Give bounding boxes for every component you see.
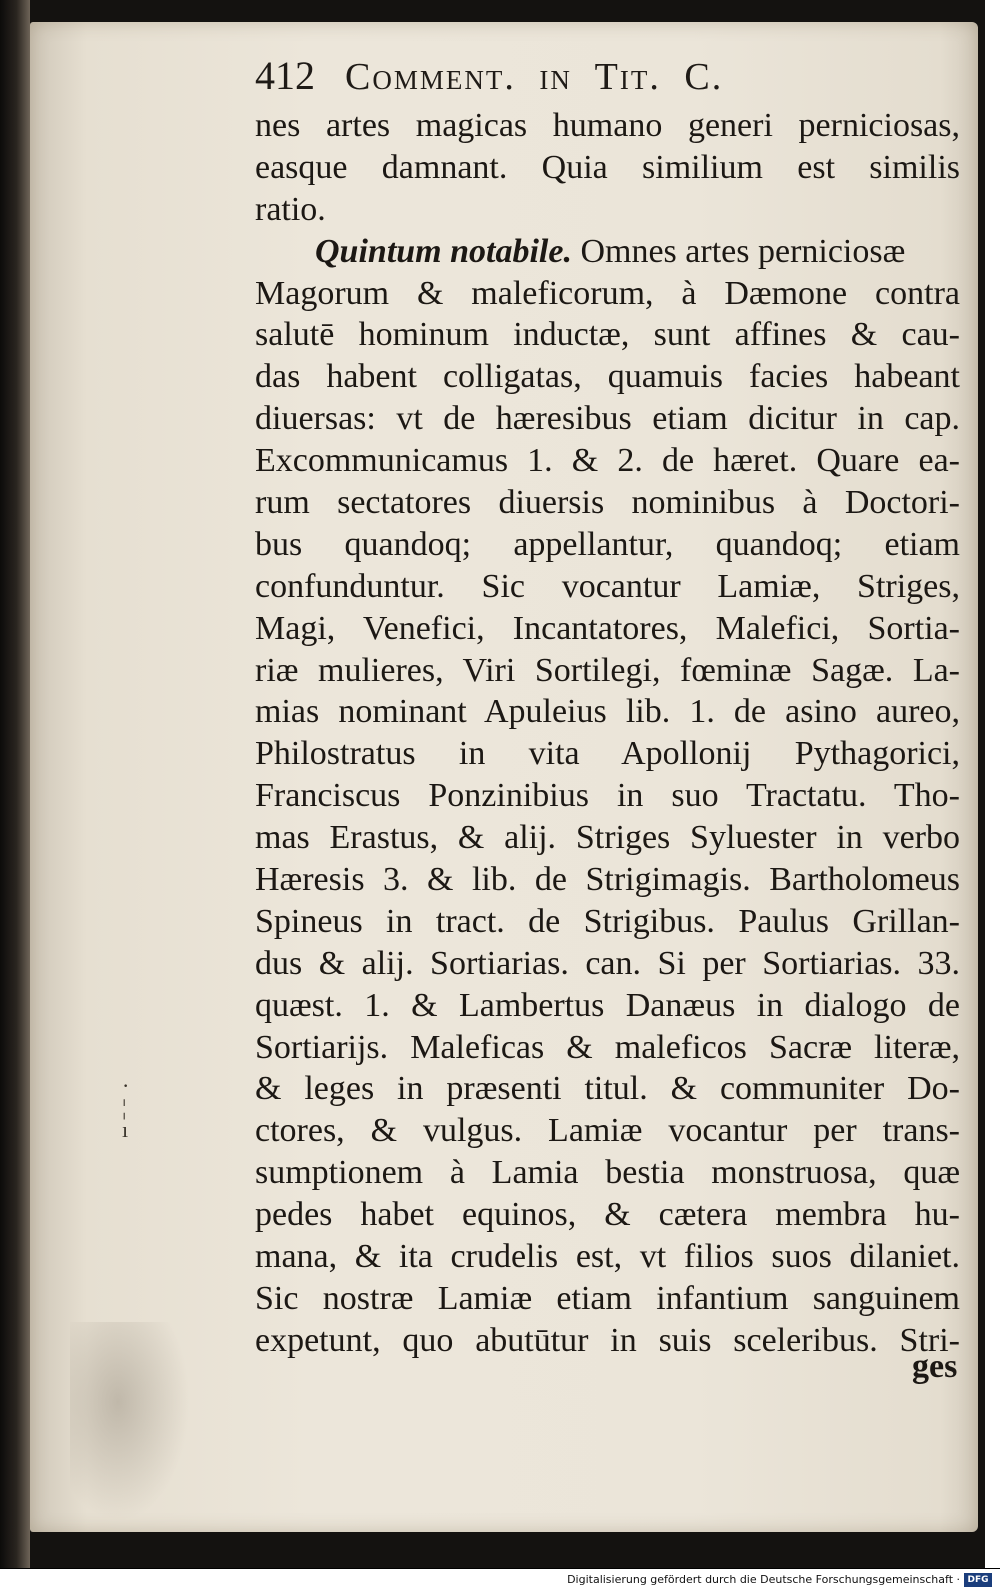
line-text: Magorum & maleficorum, à Dæmone contra <box>255 274 960 312</box>
text-line <box>255 356 960 398</box>
text-line <box>255 1236 960 1278</box>
text-line <box>255 482 960 524</box>
line-text: diuersas: vt de hæresibus etiam dicitur in cap. <box>255 400 960 438</box>
text-line <box>255 189 960 231</box>
line-text: Hæresis 3. & lib. de Strigimagis. Bartholomeus <box>255 861 960 899</box>
line-text: rum sectatores diuersis nominibus à Doctori- <box>255 484 960 522</box>
text-line <box>255 273 960 315</box>
line-text: sumptionem à Lamia bestia monstruosa, quæ <box>255 1154 960 1192</box>
line-text: easque damnant. Quia similium est similis <box>255 148 960 186</box>
line-text: Philostratus in vita Apollonij Pythagorici, <box>255 735 960 773</box>
text-line <box>255 524 960 566</box>
line-text: Spineus in tract. de Strigibus. Paulus Grillan- <box>255 902 960 940</box>
section-heading: Quintum notabile. <box>315 232 572 270</box>
text-line <box>255 691 960 733</box>
line-text: Franciscus Ponzinibius in suo Tractatu. Tho- <box>255 777 960 815</box>
line-text: & leges in præsenti titul. & communiter Do- <box>255 1070 960 1108</box>
body-text <box>255 105 960 1362</box>
line-text: Excommunicamus 1. & 2. de hæret. Quare ea- <box>255 442 960 480</box>
text-line <box>255 1152 960 1194</box>
line-text: expetunt, quo abutūtur in suis sceleribus. Stri- <box>255 1321 960 1359</box>
text-line <box>255 775 960 817</box>
margin-marks: · ¦ ı <box>122 1073 130 1142</box>
text-line <box>255 231 960 273</box>
line-text: dus & alij. Sortiarias. can. Si per Sortiarias. 33. <box>255 944 960 982</box>
line-text: Sic nostræ Lamiæ etiam infantium sanguinem <box>255 1279 960 1317</box>
line-text: bus quandoq; appellantur, quandoq; etiam <box>255 525 960 563</box>
line-text: riæ mulieres, Viri Sortilegi, fœminæ Sagæ. La- <box>255 651 960 689</box>
text-line <box>255 608 960 650</box>
line-text: das habent colligatas, quamuis facies habeant <box>255 358 960 396</box>
line-text: pedes habet equinos, & cætera membra hu- <box>255 1196 960 1234</box>
line-text: Omnes artes perniciosæ <box>571 232 906 270</box>
funding-credit: Digitalisierung gefördert durch die Deutsche Forschungsgemeinschaft · <box>567 1573 960 1586</box>
text-line <box>255 733 960 775</box>
text-line <box>255 314 960 356</box>
text-line <box>255 650 960 692</box>
text-line <box>255 901 960 943</box>
text-line <box>255 398 960 440</box>
line-text: confunduntur. Sic vocantur Lamiæ, Striges, <box>255 567 960 605</box>
text-line <box>255 105 960 147</box>
dfg-logo: DFG <box>964 1573 992 1587</box>
text-line <box>255 1278 960 1320</box>
text-line <box>255 1320 960 1362</box>
page-stain <box>70 1322 190 1522</box>
line-text: salutē hominum inductæ, sunt affines & cau- <box>255 316 960 354</box>
text-line <box>255 147 960 189</box>
text-line <box>255 985 960 1027</box>
text-line <box>255 1027 960 1069</box>
text-line <box>255 817 960 859</box>
line-text: ratio. <box>255 190 326 228</box>
line-text: mana, & ita crudelis est, vt filios suos dilaniet. <box>255 1238 960 1276</box>
text-line <box>255 859 960 901</box>
catchword: ges <box>912 1348 958 1385</box>
running-title: Comment. in Tit. C. <box>345 56 724 98</box>
text-line <box>255 943 960 985</box>
digitization-footer <box>0 1568 1000 1593</box>
line-text: ctores, & vulgus. Lamiæ vocantur per trans- <box>255 1112 960 1150</box>
text-line <box>255 1068 960 1110</box>
book-spine <box>0 0 30 1568</box>
line-text: mias nominant Apuleius lib. 1. de asino aureo, <box>255 693 960 731</box>
page-header <box>255 52 955 102</box>
line-text: Sortiarijs. Maleficas & maleficos Sacræ literæ, <box>255 1028 960 1066</box>
line-text: mas Erastus, & alij. Striges Syluester in verbo <box>255 819 960 857</box>
line-text: Magi, Venefici, Incantatores, Malefici, Sortia- <box>255 609 960 647</box>
line-text: quæst. 1. & Lambertus Danæus in dialogo de <box>255 986 960 1024</box>
page-number: 412 <box>255 53 315 98</box>
text-line <box>255 440 960 482</box>
text-line <box>255 1110 960 1152</box>
line-text: nes artes magicas humano generi perniciosas, <box>255 107 960 144</box>
text-line <box>255 1194 960 1236</box>
text-line <box>255 566 960 608</box>
